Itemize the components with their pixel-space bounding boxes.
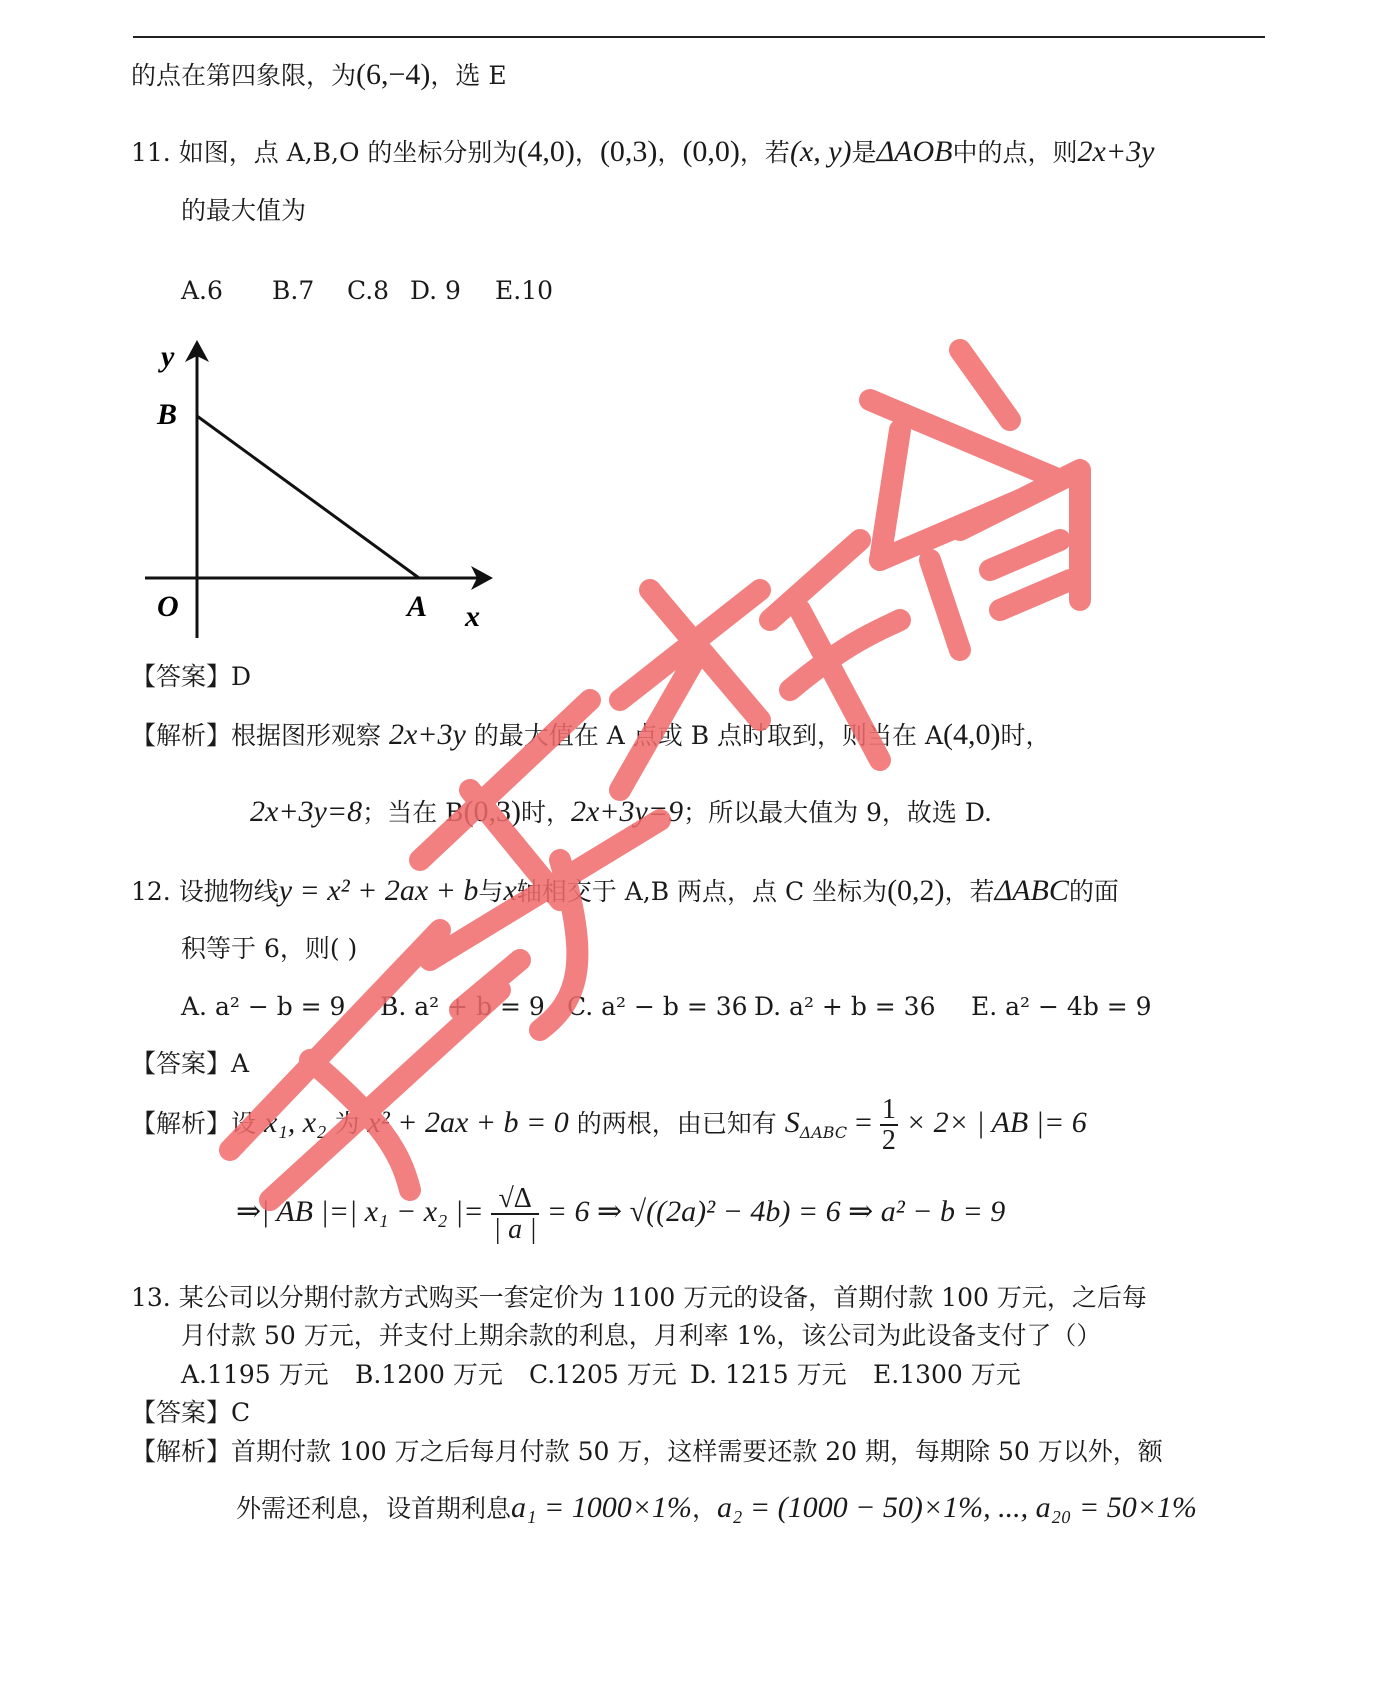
triangle-figure (145, 340, 505, 640)
q12-option-e: E. a² − 4b = 9 (971, 992, 1152, 1021)
q12-option-a: A. a² − b = 9 (181, 992, 346, 1021)
segment-ab (197, 416, 419, 578)
q13-option-a: A.1195 万元 (181, 1360, 329, 1389)
q13-option-e: E.1300 万元 (873, 1360, 1021, 1389)
q13-option-c: C.1205 万元 (529, 1360, 677, 1389)
q12-analysis-line1: 【解析】设 x₁, x₂ 为 x² + 2ax + b = 0 的两根，由已知有 $S_{\Delta ABC}$ = $\frac{1}{2}$ × 2× | AB |= 6 (131, 1094, 1087, 1157)
q13-option-d: D. 1215 万元 (690, 1360, 847, 1389)
point-a-label: A (407, 590, 428, 623)
q11-stem-line2: 的最大值为 (181, 196, 307, 225)
x-axis-label: x (465, 600, 480, 633)
q11-option-b: B.7 (272, 276, 315, 305)
q13-stem-line2: 月付款 50 万元，并支付上期余款的利息，月利率 1%，该公司为此设备支付了（） (181, 1321, 1102, 1350)
q12-option-b: B. a² + b = 9 (380, 992, 545, 1021)
q12-option-d: D. a² + b = 36 (754, 992, 936, 1021)
point-b-label: B (157, 398, 178, 431)
q13-stem-line1: 13. 某公司以分期付款方式购买一套定价为 1100 万元的设备，首期付款 100 万元，之后每 (131, 1283, 1147, 1312)
point-o-label: O (157, 590, 179, 623)
q11-option-c: C.8 (347, 276, 390, 305)
q12-analysis-line2: ⇒| AB |=| x₁ − x₂ |= $\frac{√\Delta}{| a |}$ = 6 ⇒ √((2a)² − 4b) = 6 ⇒ a² − b = 9 (236, 1183, 1006, 1246)
q13-answer: 【答案】C (131, 1398, 251, 1427)
q13-option-b: B.1200 万元 (355, 1360, 503, 1389)
q13-analysis-line2: 外需还利息，设首期利息a₁ = 1000×1%，a₂ = (1000 − 50)×1%, ..., a₂₀ = 50×1% (236, 1491, 1197, 1524)
q12-stem-line1: 12. 设抛物线y = x² + 2ax + b与x轴相交于 A,B 两点，点 C 坐标为(0,2)，若ΔABC的面 (131, 874, 1119, 907)
question-number: 13. (131, 1283, 171, 1312)
point: (6,−4) (356, 58, 431, 91)
fraction-sqrt-delta: $\frac{√\Delta}{| a |}$ (493, 1183, 537, 1246)
q11-answer: 【答案】D (131, 662, 252, 691)
q12-stem-line2: 积等于 6，则( ) (181, 934, 358, 963)
q12-answer: 【答案】A (131, 1049, 250, 1078)
fraction-half: $\frac{1}{2}$ (881, 1094, 896, 1157)
q13-analysis-line1: 【解析】首期付款 100 万之后每月付款 50 万，这样需要还款 20 期，每期除 50 万以外，额 (131, 1437, 1163, 1466)
header-rule (133, 36, 1265, 38)
q11-stem-line1: 11. 如图，点 A,B,O 的坐标分别为(4,0)，(0,3)，(0,0)，若(x, y)是ΔAOB中的点，则2x+3y (131, 135, 1155, 168)
y-axis-label: y (161, 340, 175, 373)
q11-analysis-line1: 【解析】根据图形观察 2x+3y 的最大值在 A 点或 B 点时取到，则当在 A(4,0)时， (131, 718, 1051, 751)
q11-analysis-line2: 2x+3y=8；当在 B(0,3)时，2x+3y=9；所以最大值为 9，故选 D. (250, 795, 992, 828)
q12-option-c: C. a² − b = 36 (567, 992, 748, 1021)
q11-option-e: E.10 (495, 276, 554, 305)
q11-option-d: D. 9 (410, 276, 461, 305)
q11-option-a: A.6 (181, 276, 223, 305)
top-line: 的点在第四象限，为(6,−4)，选 E (131, 58, 507, 91)
question-number: 11. (131, 138, 171, 167)
question-number: 12. (131, 877, 171, 906)
